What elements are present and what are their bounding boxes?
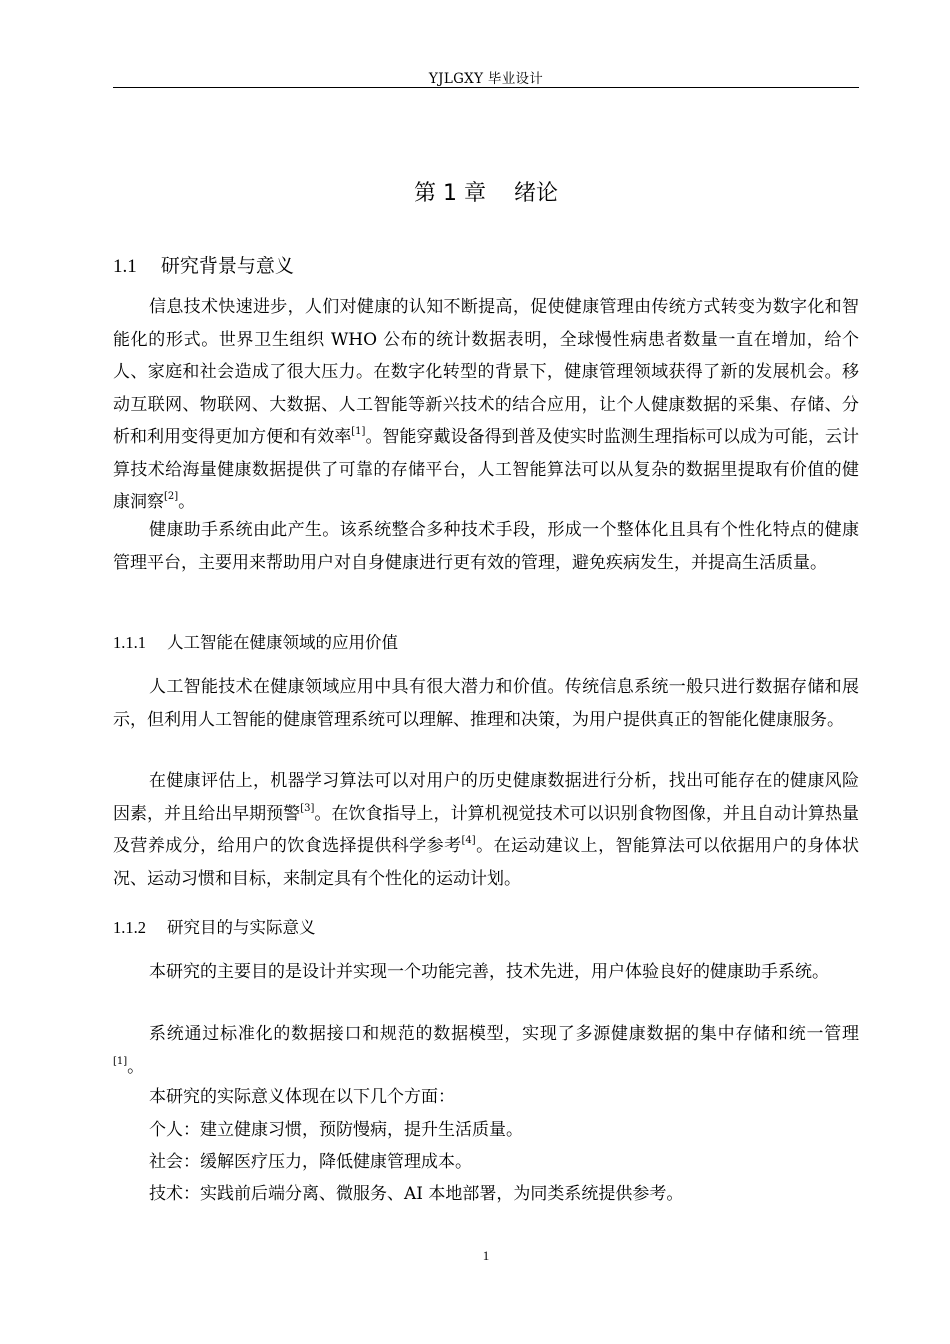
paragraph — [113, 291, 859, 519]
subsection-title: 人工智能在健康领域的应用价值 — [166, 633, 398, 652]
section-heading-1-1 — [113, 252, 294, 281]
paragraph-text: 。在饮食指导上，计算机视觉技术可以识别食物图像，并且自动计算热量及营养成分，给用户的饮食选择提供科学参考 — [113, 803, 860, 856]
paragraph-text: 。 — [178, 492, 196, 512]
paragraph-text: 系统通过标准化的数据接口和规范的数据模型，实现了多源健康数据的集中存储和统一管理 — [149, 1024, 859, 1044]
paragraph — [113, 765, 859, 895]
paragraph-text: 。智能穿戴设备得到普及使实时监测生理指标可以成为可能，云计算技术给海量健康数据提供了可靠的存储平台，人工智能算法可以从复杂的数据里提取有价值的健康洞察 — [113, 427, 860, 512]
subsection-number: 1.1.1 — [113, 633, 146, 652]
chapter-title: 第 1 章 绪论 — [414, 181, 558, 206]
paragraph-text: 在健康评估上，机器学习算法可以对用户的历史健康数据进行分析，找出可能存在的健康风险因素，并且给出早期预警 — [113, 771, 859, 824]
list-item: 个人：建立健康习惯，预防慢病，提升生活质量。 — [149, 1120, 523, 1140]
citation: [2] — [164, 491, 179, 502]
paragraph: 健康助手系统由此产生。该系统整合多种技术手段，形成一个整体化且具有个性化特点的健康管理平台，主要用来帮助用户对自身健康进行更有效的管理，避免疾病发生，并提高生活质量。 — [113, 520, 859, 573]
paragraph — [113, 1018, 859, 1083]
section-title: 研究背景与意义 — [160, 255, 294, 277]
citation: [4] — [461, 835, 476, 846]
running-header: YJLGXY 毕业设计 — [428, 71, 544, 87]
paragraph: 本研究的主要目的是设计并实现一个功能完善，技术先进，用户体验良好的健康助手系统。 — [149, 962, 829, 982]
list-item: 社会：缓解医疗压力，降低健康管理成本。 — [149, 1152, 472, 1172]
citation: [1] — [351, 426, 366, 437]
subsection-title: 研究目的与实际意义 — [166, 918, 316, 937]
paragraph-text: 信息技术快速进步，人们对健康的认知不断提高，促使健康管理由传统方式转变为数字化和智能化的形式。世界卫生组织 WHO 公布的统计数据表明，全球慢性病患者数量一直在增加，给个人、家庭和社会造成了很大压力。在数字化转型的背景下，健康管理领域获得了新的发展机会。移动互联网、物联网、大数据、人工智能等新兴技术的结合应用，让个人健康数据的采集、存储、分析和利用变得更加方便和有效率 — [113, 297, 859, 447]
paragraph: 人工智能技术在健康领域应用中具有很大潜力和价值。传统信息系统一般只进行数据存储和展示，但利用人工智能的健康管理系统可以理解、推理和决策，为用户提供真正的智能化健康服务。 — [113, 677, 859, 730]
section-number: 1.1 — [113, 256, 137, 277]
subsection-number: 1.1.2 — [113, 918, 146, 937]
subsection-heading-1-1-1 — [113, 631, 398, 655]
page-number: 1 — [482, 1248, 490, 1263]
paragraph: 本研究的实际意义体现在以下几个方面： — [149, 1087, 455, 1107]
header-divider — [113, 87, 859, 88]
citation: [1] — [113, 1055, 128, 1067]
list-item: 技术：实践前后端分离、微服务、AI 本地部署，为同类系统提供参考。 — [149, 1184, 684, 1204]
subsection-heading-1-1-2 — [113, 916, 315, 940]
paragraph-text: 。在运动建议上，智能算法可以依据用户的身体状况、运动习惯和目标，来制定具有个性化的运动计划。 — [113, 836, 860, 889]
citation: [3] — [300, 802, 315, 814]
paragraph-text: 。 — [127, 1056, 145, 1077]
